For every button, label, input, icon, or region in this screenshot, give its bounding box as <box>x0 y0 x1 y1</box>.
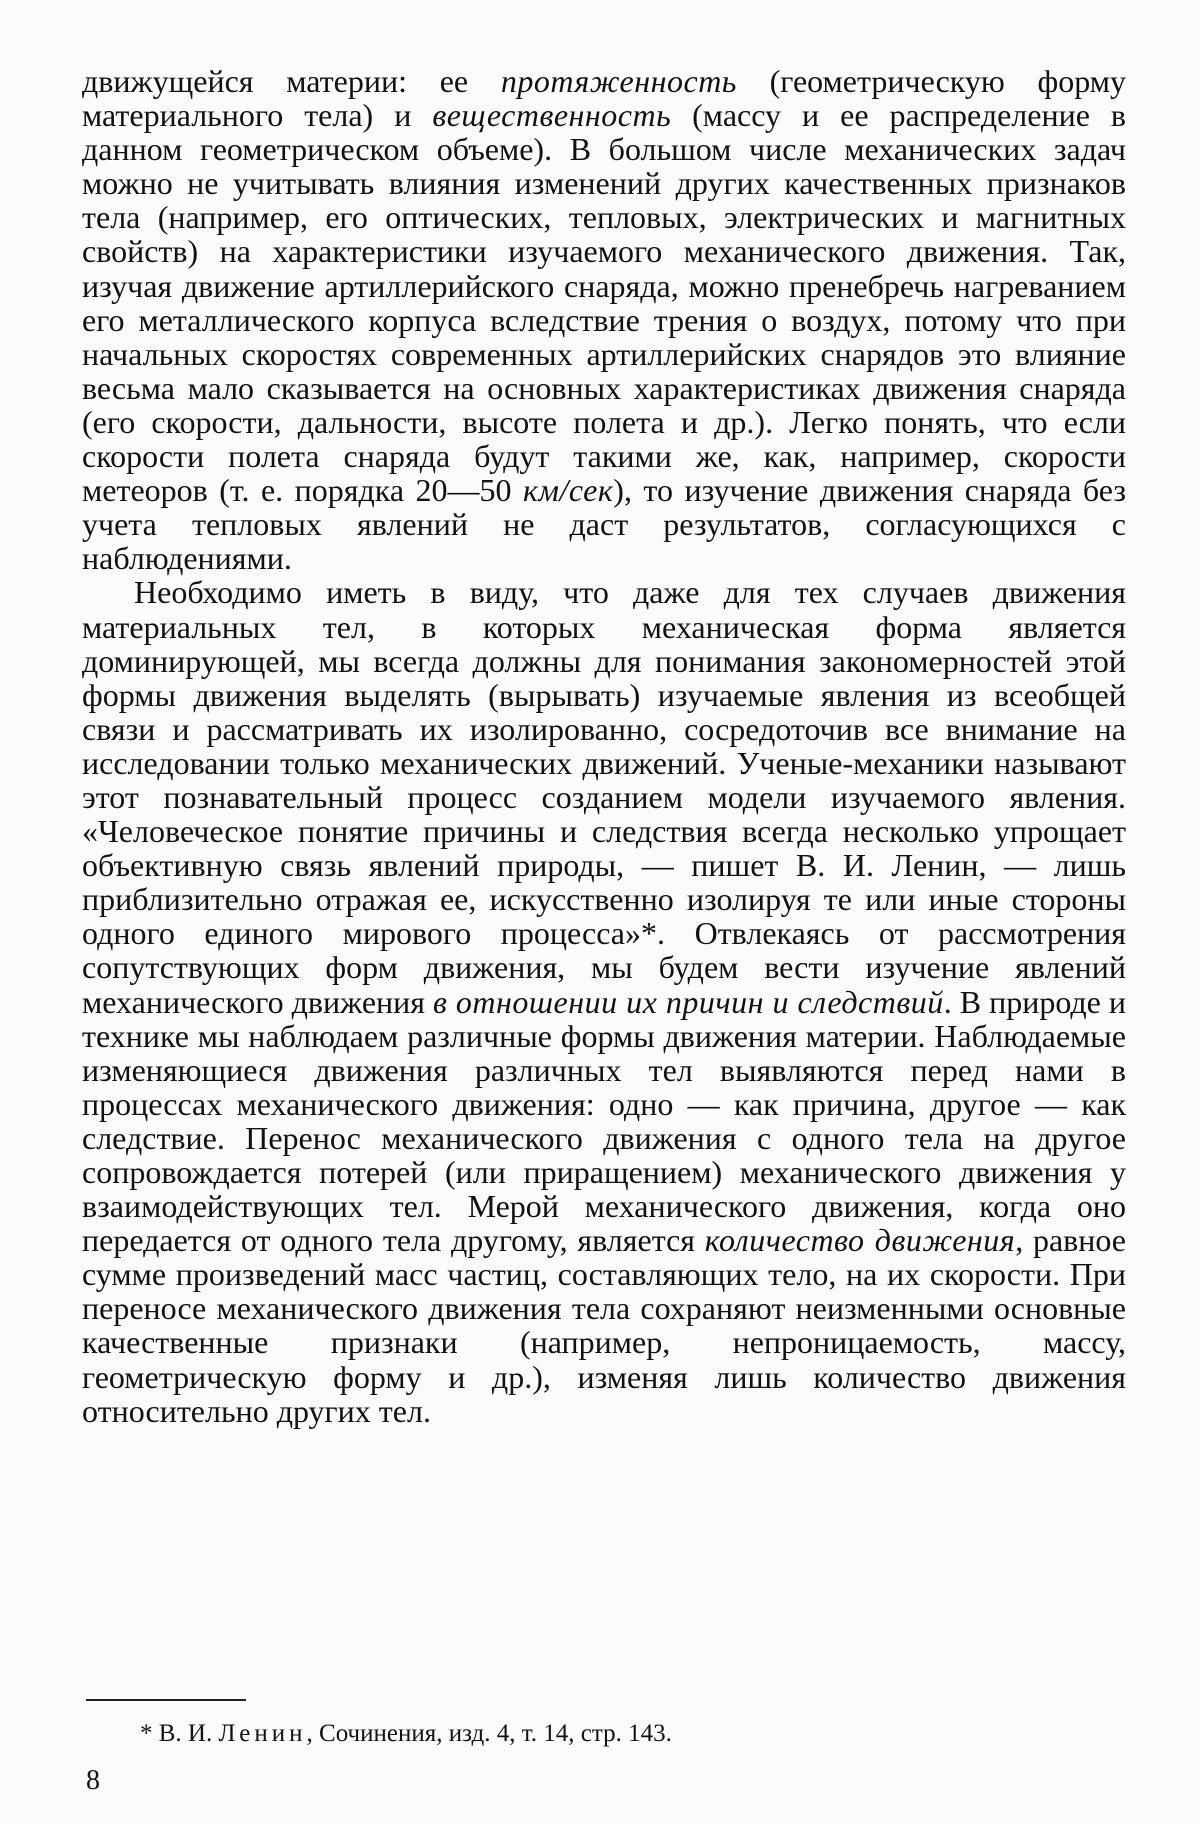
emphasis-term: количество движения <box>704 1222 1016 1259</box>
footnote-citation: , Сочинения, изд. 4, т. 14, стр. 143. <box>306 1720 672 1747</box>
paragraph-text: (геометрическую форму материального тела) и <box>82 63 1126 134</box>
unit-text: км/сек <box>523 472 614 509</box>
footnote <box>140 1719 672 1749</box>
paragraph-text: (массу и ее распределение в данном геометрическом объеме). В большом числе механических задач можно не учитывать влияния изменений других качественных признаков тела (например, его оптических, тепловых, электрических и магнитных свойств) на характеристики изучаемого механического движения. Так, изучая движение артиллерийского снаряда, можно пренебречь нагреванием его металлического корпуса вследствие трения о воздух, потому что при начальных скоростях современных артиллерийских снарядов это влияние весьма мало сказывается на основных характеристиках движения снаряда (его скорости, дальности, высоте полета и др.). Легко понять, что если скорости полета снаряда будут такими же, как, например, скорости метеоров (т. е. порядка 20—50 <box>82 97 1127 509</box>
emphasis-term: протяженность <box>500 63 737 99</box>
paragraph-text: , равное сумме произведений масс частиц, составляющих тело, на их скорости. При переносе механического движения тела сохраняют неизменными основные качественные признаки (например, непроницаемость, массу, геометрическую форму и др.), изменяя лишь количество движения относительно других тел. <box>82 1222 1127 1429</box>
body-text <box>82 64 1126 1428</box>
footnote-author-initials: В. И. <box>158 1720 213 1747</box>
footnote-author-surname: Ленин <box>218 1720 307 1747</box>
emphasis-term: вещественность <box>432 97 672 134</box>
paragraph-text: движущейся материи: ее <box>82 63 501 99</box>
paragraph-text: Необходимо иметь в виду, что даже для тех случаев движения материальных тел, в которых механическая форма является доминирующей, мы всегда должны для понимания закономерностей этой формы движения выделять (вырывать) изучаемые явления из всеобщей связи и рассматривать их изолированно, сосредоточив все внимание на исследовании только механических движений. Ученые-механики называют этот познавательный процесс созданием модели изучаемого явления. «Человеческое понятие причины и следствия всегда несколько упрощает объективную связь явлений природы, — пишет В. И. Ленин, — лишь приблизительно отражая ее, искусственно изолируя те или иные стороны одного единого мирового процесса»*. Отвлекаясь от рассмотрения сопутствующих форм движения, мы будем вести изучение явлений механического движения <box>82 574 1126 1020</box>
footnote-marker: * <box>140 1720 153 1747</box>
emphasis-phrase: в отношении их причин и следствий <box>433 983 944 1020</box>
paragraph-text: ), то изучение движения снаряда без учета тепловых явлений не даст результатов, согласующихся с наблюдениями. <box>82 472 1127 577</box>
page-number: 8 <box>86 1765 100 1796</box>
paragraph-text: . В природе и технике мы наблюдаем различные формы движения материи. Наблюдаемые изменяющиеся движения различных тел выявляются перед нами в процессах механического движения: одно — как причина, другое — как следствие. Перенос механического движения с одного тела на другое сопровождается потерей (или приращением) механического движения у взаимодействующих тел. Мерой механического движения, когда оно передается от одного тела другому, является <box>82 983 1127 1259</box>
paragraph-continuation <box>82 64 1126 575</box>
footnote-separator <box>86 1699 246 1701</box>
paragraph <box>82 575 1126 1427</box>
